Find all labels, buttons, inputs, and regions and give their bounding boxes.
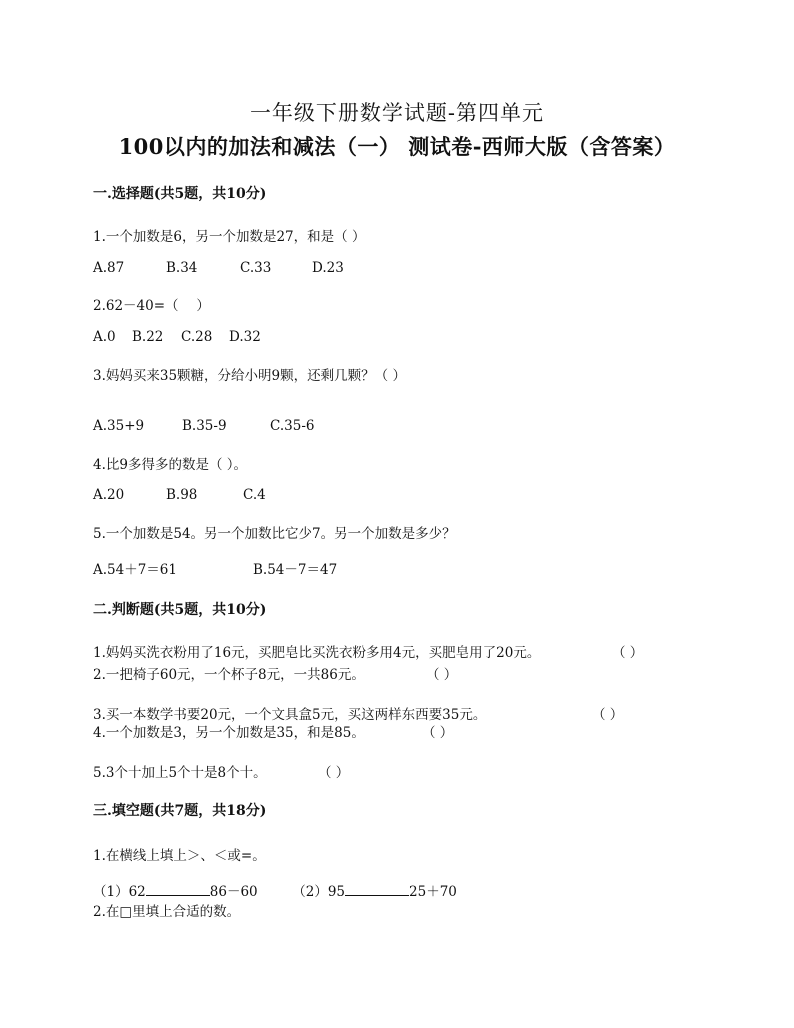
option-a: A.0 xyxy=(93,329,116,345)
answer-blank[interactable] xyxy=(146,883,210,896)
option-a: A.54＋7＝61 xyxy=(93,562,177,578)
page-title: 一年级下册数学试题-第四单元 xyxy=(249,101,545,125)
answer-paren: （ ） xyxy=(422,725,454,741)
option-c: C.4 xyxy=(243,487,266,503)
question-text: 1.在横线上填上＞、＜或=。 xyxy=(93,848,266,864)
answer-blank[interactable] xyxy=(345,883,409,896)
comparison-left-2: （2）95 xyxy=(292,884,346,900)
answer-paren: （ ） xyxy=(612,645,644,661)
option-c: C.33 xyxy=(240,260,272,276)
page-subtitle: 100以内的加法和减法（一） 测试卷-西师大版（含答案） xyxy=(118,134,676,159)
question-text: 1.一个加数是6，另一个加数是27，和是（ ） xyxy=(93,229,366,245)
judge-item: 5.3个十加上5个十是8个十。 xyxy=(93,765,267,781)
option-b: B.35-9 xyxy=(182,418,227,434)
option-b: B.34 xyxy=(166,260,198,276)
option-c: C.28 xyxy=(181,329,213,345)
question-text: 2.在□里填上合适的数。 xyxy=(93,904,241,920)
option-a: A.35+9 xyxy=(93,418,145,434)
option-a: A.20 xyxy=(93,487,125,503)
comparison-left-1: （1）62 xyxy=(93,884,146,900)
answer-paren: （ ） xyxy=(426,667,458,683)
section-heading-choice: 一.选择题(共5题，共10分) xyxy=(93,186,267,202)
answer-paren: （ ） xyxy=(592,707,624,723)
option-b: B.54－7＝47 xyxy=(253,562,338,578)
section-heading-fill: 三.填空题(共7题，共18分) xyxy=(93,803,267,819)
question-text: 3.妈妈买来35颗糖，分给小明9颗，还剩几颗？（ ） xyxy=(93,368,406,384)
section-heading-judge: 二.判断题(共5题，共10分) xyxy=(93,602,267,618)
option-c: C.35-6 xyxy=(270,418,315,434)
judge-item: 2.一把椅子60元，一个杯子8元，一共86元。 xyxy=(93,667,365,683)
option-b: B.98 xyxy=(166,487,198,503)
option-d: D.23 xyxy=(312,260,344,276)
comparison-row xyxy=(93,880,457,900)
comparison-right-1: 86－60 xyxy=(209,884,258,900)
option-a: A.87 xyxy=(93,260,125,276)
judge-item: 3.买一本数学书要20元，一个文具盒5元，买这两样东西要35元。 xyxy=(93,707,487,723)
option-b: B.22 xyxy=(132,329,164,345)
judge-item: 1.妈妈买洗衣粉用了16元，买肥皂比买洗衣粉多用4元，买肥皂用了20元。 xyxy=(93,645,541,661)
answer-paren: （ ） xyxy=(318,765,350,781)
option-d: D.32 xyxy=(229,329,261,345)
question-text: 5.一个加数是54。另一个加数比它少7。另一个加数是多少？ xyxy=(93,526,456,542)
comparison-right-2: 25＋70 xyxy=(409,884,457,900)
question-text: 4.比9多得多的数是（ ）。 xyxy=(93,457,248,473)
question-text: 2.62－40=（ ） xyxy=(93,298,210,314)
judge-item: 4.一个加数是3，另一个加数是35，和是85。 xyxy=(93,725,365,741)
